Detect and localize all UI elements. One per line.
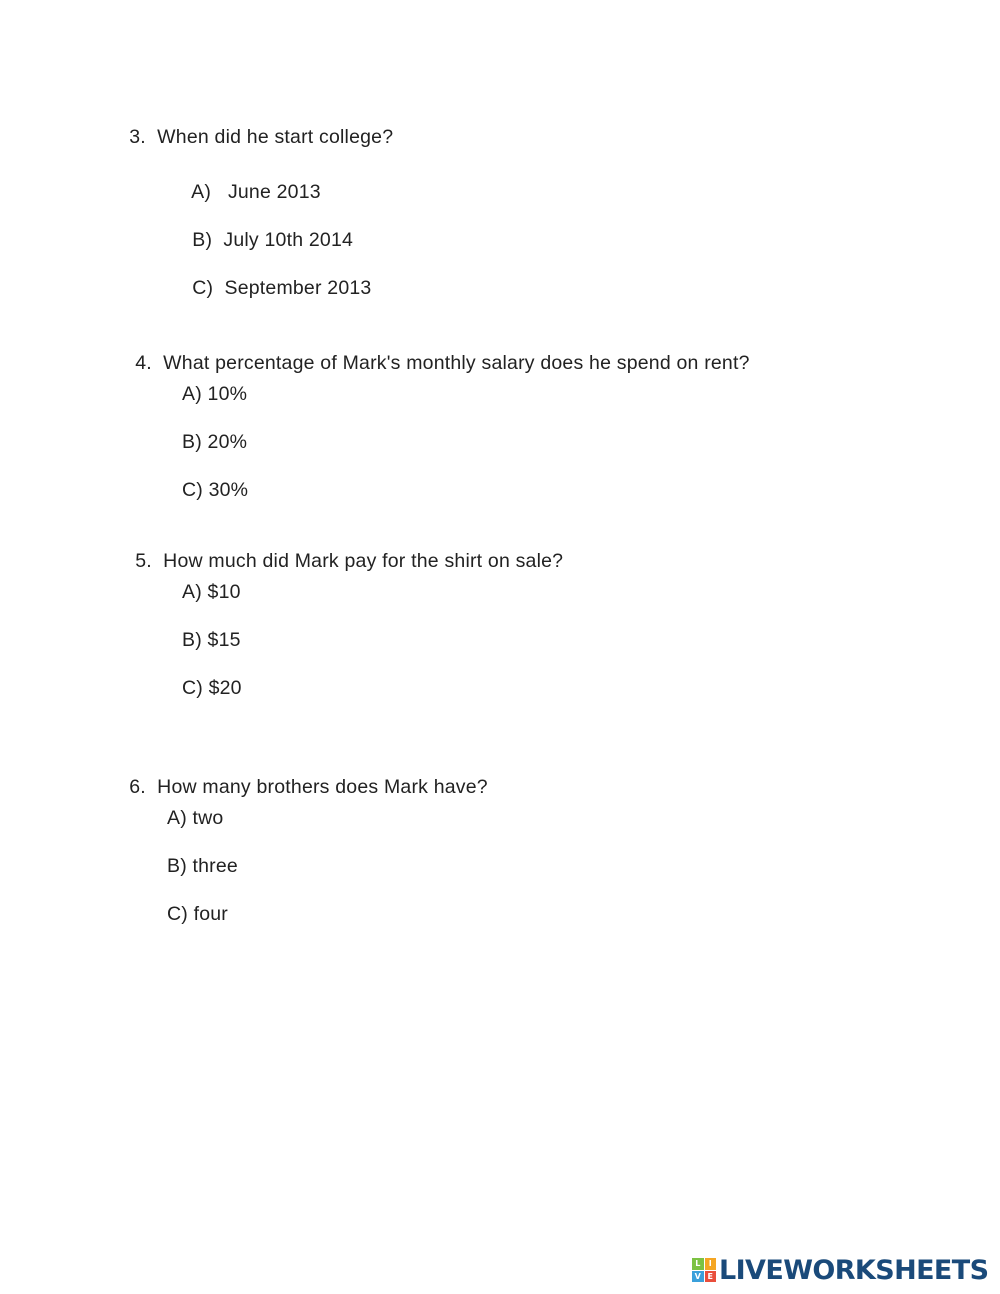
question-text: How much did Mark pay for the shirt on sale? bbox=[163, 550, 564, 572]
question-text: What percentage of Mark's monthly salary does he spend on rent? bbox=[163, 352, 750, 374]
logo-mark-icon bbox=[692, 1258, 716, 1282]
q5-option-c[interactable]: C) $20 bbox=[182, 677, 242, 699]
q5-option-b[interactable]: B) $15 bbox=[182, 629, 241, 651]
logo-mark-cell: L bbox=[692, 1258, 704, 1270]
logo-mark-cell: V bbox=[692, 1271, 704, 1283]
question-6 bbox=[118, 751, 488, 799]
option-letter: A) bbox=[191, 181, 212, 203]
q4-option-b[interactable]: B) 20% bbox=[182, 431, 248, 453]
q5-option-a[interactable]: A) $10 bbox=[182, 581, 241, 603]
logo-text: LIVEWORKSHEETS bbox=[719, 1254, 989, 1286]
q6-option-c[interactable]: C) four bbox=[167, 903, 228, 925]
question-text: How many brothers does Mark have? bbox=[157, 776, 488, 798]
option-letter: C) bbox=[192, 277, 214, 299]
question-number: 5. bbox=[135, 550, 152, 572]
question-4 bbox=[124, 327, 750, 375]
logo-mark-cell: I bbox=[705, 1258, 717, 1270]
q6-option-b[interactable]: B) three bbox=[167, 855, 238, 877]
liveworksheets-logo bbox=[692, 1255, 988, 1285]
q3-option-c[interactable] bbox=[181, 252, 371, 300]
option-text: June 2013 bbox=[227, 181, 321, 203]
question-number: 4. bbox=[135, 352, 152, 374]
option-text: September 2013 bbox=[224, 277, 372, 299]
q4-option-a[interactable]: A) 10% bbox=[182, 383, 248, 405]
q4-option-c[interactable]: C) 30% bbox=[182, 479, 249, 501]
question-5 bbox=[124, 525, 563, 573]
option-text: July 10th 2014 bbox=[223, 229, 354, 251]
logo-mark-cell: E bbox=[705, 1271, 717, 1283]
option-letter: B) bbox=[192, 229, 213, 251]
q3-option-a[interactable] bbox=[181, 156, 321, 204]
question-number: 6. bbox=[129, 776, 146, 798]
q3-option-b[interactable] bbox=[181, 204, 353, 252]
question-text: When did he start college? bbox=[157, 126, 394, 148]
question-number: 3. bbox=[129, 126, 146, 148]
q6-option-a[interactable]: A) two bbox=[167, 807, 224, 829]
question-3 bbox=[118, 101, 393, 149]
